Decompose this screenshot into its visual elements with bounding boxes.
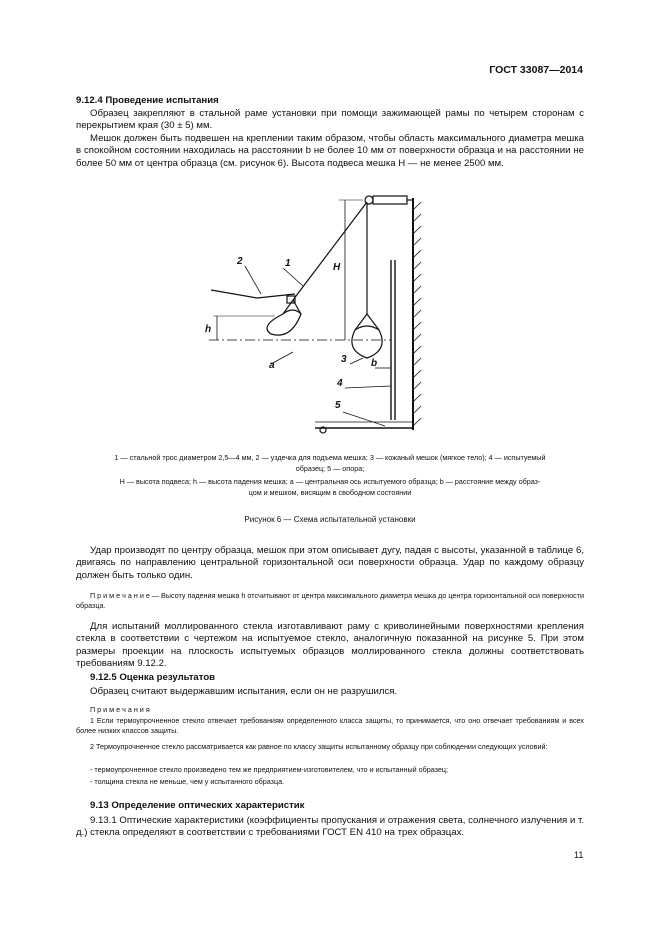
figure-legend-4: цом и мешком, висящим в свободном состоянии xyxy=(248,488,412,497)
label-3: 3 xyxy=(341,354,347,365)
label-h: h xyxy=(205,324,212,335)
note-label: П р и м е ч а н и е — xyxy=(90,591,160,600)
note-condition-2: - толщина стекла не меньше, чем у испытанного образца. xyxy=(90,777,285,786)
notes-label: П р и м е ч а н и я xyxy=(90,705,150,714)
section-9-12-4-title: 9.12.4 Проведение испытания xyxy=(76,95,219,106)
paragraph-impact: Удар производят по центру образца, мешок при этом описывает дугу, падая с высоты, указанной в таблице 6, двигаясь по направлению центральной горизонтальной оси поверхности образца. Удар по каждому образцу должен быть только один. xyxy=(76,545,584,581)
figure-caption: Рисунок 6 — Схема испытательной установки xyxy=(244,515,416,524)
test-setup-diagram xyxy=(195,190,435,440)
label-4: 4 xyxy=(337,378,343,389)
wall-hatching xyxy=(413,202,421,426)
label-5: 5 xyxy=(335,400,341,411)
note-2: 2 Термоупрочненное стекло рассматривается как равное по классу защиты испытанному образцу при соблюдении следующих условий: xyxy=(90,742,548,751)
paragraph-bag-suspension: Мешок должен быть подвешен на креплении таким образом, чтобы область максимального диаметра мешка в спокойном состоянии находилась на расстоянии b не более 10 мм от поверхности образца и на расстоянии не более 50 мм от центра образца (см. рисунок 6). Высота подвеса мешка H — не менее 2500 мм. xyxy=(76,133,584,169)
figure-legend-3: H — высота подвеса; h — высота падения мешка; a — центральная ось испытуемого образца; b — расстояние между образ- xyxy=(119,477,541,486)
document-code: ГОСТ 33087—2014 xyxy=(489,64,583,76)
label-H: H xyxy=(333,262,341,273)
note-condition-1: - термоупрочненное стекло произведено тем же предприятием-изготовителем, что и испытанный образец; xyxy=(90,765,449,774)
label-b: b xyxy=(371,358,378,369)
release-arm xyxy=(211,290,257,298)
section-9-13-title: 9.13 Определение оптических характеристик xyxy=(90,800,305,811)
note-1: 1 Если термоупрочненное стекло отвечает требованиям определенного класса защиты, то принимается, что оно отвечает требованиям и всех более низких классов защиты. xyxy=(76,716,584,735)
paragraph-result: Образец считают выдержавшим испытания, если он не разрушился. xyxy=(90,686,398,697)
bag-swung xyxy=(267,310,301,335)
figure-legend-2: образец; 5 — опора; xyxy=(295,464,365,473)
top-bracket xyxy=(373,196,407,204)
label-a: a xyxy=(269,360,275,371)
paragraph-optical: 9.13.1 Оптические характеристики (коэффициенты пропускания и отражения света, солнечного излучения и т. д.) стекла определяют в соответствии с требованиями ГОСТ EN 410 на трех образцах. xyxy=(76,815,584,839)
label-1: 1 xyxy=(285,258,291,269)
paragraph-frame-fixing: Образец закрепляют в стальной раме установки при помощи зажимающей рамы по четырем сторонам с перекрытием края (30 ± 5) мм. xyxy=(76,108,584,132)
label-2: 2 xyxy=(237,256,243,267)
paragraph-curved-glass: Для испытаний моллированного стекла изготавливают раму с криволинейными поверхностями крепления стекла в соответствии с чертежом на испытуемое стекло, аналогичную показанной на рисунке 5. При этом размеры проекции на плоскость испытуемых образцов моллированного стекла должны соответствовать требованиям 9.12.2. xyxy=(76,621,584,670)
note-drop-height xyxy=(76,591,584,611)
section-9-12-5-title: 9.12.5 Оценка результатов xyxy=(90,672,216,683)
figure-legend-1: 1 — стальной трос диаметром 2,5—4 мм, 2 — уздечка для подъема мешка; 3 — кожаный мешок (мягкое тело); 4 — испытуемый xyxy=(114,453,546,462)
rope-swung xyxy=(293,202,367,300)
page-number: 11 xyxy=(574,850,584,860)
bag-hanging xyxy=(352,326,382,358)
note-text: Высоту падения мешка h отсчитывают от центра максимального диаметра мешка до центра горизонтальной оси поверхности образца. xyxy=(76,591,584,610)
